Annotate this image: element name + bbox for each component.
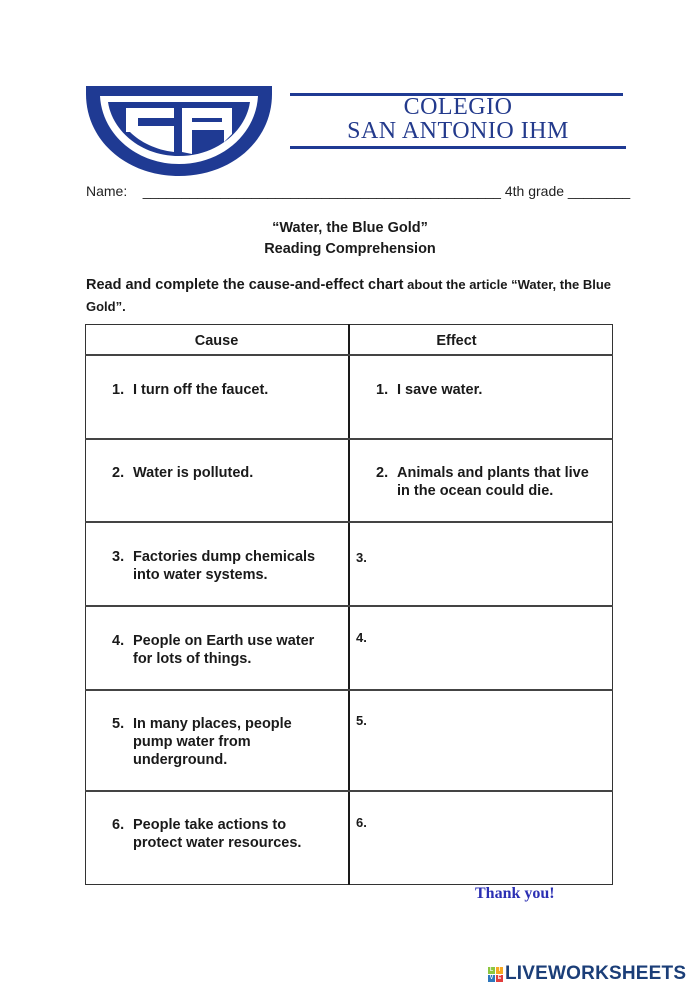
- grade-label: 4th grade: [504, 183, 565, 199]
- grade-field[interactable]: ________: [567, 183, 631, 199]
- name-field[interactable]: ______________________________________________: [142, 183, 501, 199]
- header-cause: Cause: [194, 333, 239, 349]
- school-name-line1: COLEGIO: [403, 94, 513, 120]
- school-name: [290, 93, 626, 143]
- name-label: Name:: [86, 183, 128, 199]
- row-divider: [85, 354, 613, 356]
- instructions-main: Read and complete the cause-and-effect chart: [86, 277, 404, 293]
- school-logo: [86, 86, 272, 176]
- instructions-rest: about the article “Water, the Blue Gold”.: [86, 277, 612, 314]
- name-grade-row: [86, 183, 630, 199]
- liveworksheets-watermark: [488, 963, 686, 985]
- liveworksheets-wordmark: LIVEWORKSHEETS: [505, 963, 687, 984]
- row-divider: [85, 605, 613, 607]
- effect-answer-4[interactable]: 4.: [356, 630, 367, 645]
- row-divider: [85, 689, 613, 691]
- worksheet-subtitle: Reading Comprehension: [264, 241, 436, 257]
- effect-answer-3[interactable]: 3.: [356, 550, 367, 565]
- cause-cell-3: 3. Factories dump chemicals into water systems.: [112, 549, 316, 583]
- cause-cell-1: 1. I turn off the faucet.: [112, 382, 269, 398]
- thank-you-note: Thank you!: [475, 885, 555, 902]
- effect-answer-5[interactable]: 5.: [356, 713, 367, 728]
- effect-cell-2: 2. Animals and plants that live in the ocean could die.: [376, 465, 589, 499]
- effect-answer-6[interactable]: 6.: [356, 815, 367, 830]
- row-divider: [85, 790, 613, 792]
- instructions: [86, 274, 616, 318]
- effect-cell-1: 1. I save water.: [376, 382, 483, 398]
- header-rule-bottom: [290, 146, 626, 149]
- header-effect: Effect: [436, 333, 477, 349]
- cause-cell-5: 5. In many places, people pump water from underground.: [112, 716, 292, 768]
- row-divider: [85, 438, 613, 440]
- worksheet-title: “Water, the Blue Gold”: [272, 220, 428, 236]
- school-name-line2: SAN ANTONIO IHM: [347, 118, 569, 144]
- liveworksheets-logo-icon: L I V E: [489, 966, 502, 981]
- cause-cell-2: 2. Water is polluted.: [112, 465, 254, 481]
- cause-cell-4: 4. People on Earth use water for lots of things.: [112, 633, 315, 667]
- row-divider: [85, 521, 613, 523]
- cause-cell-6: 6. People take actions to protect water resources.: [112, 817, 302, 851]
